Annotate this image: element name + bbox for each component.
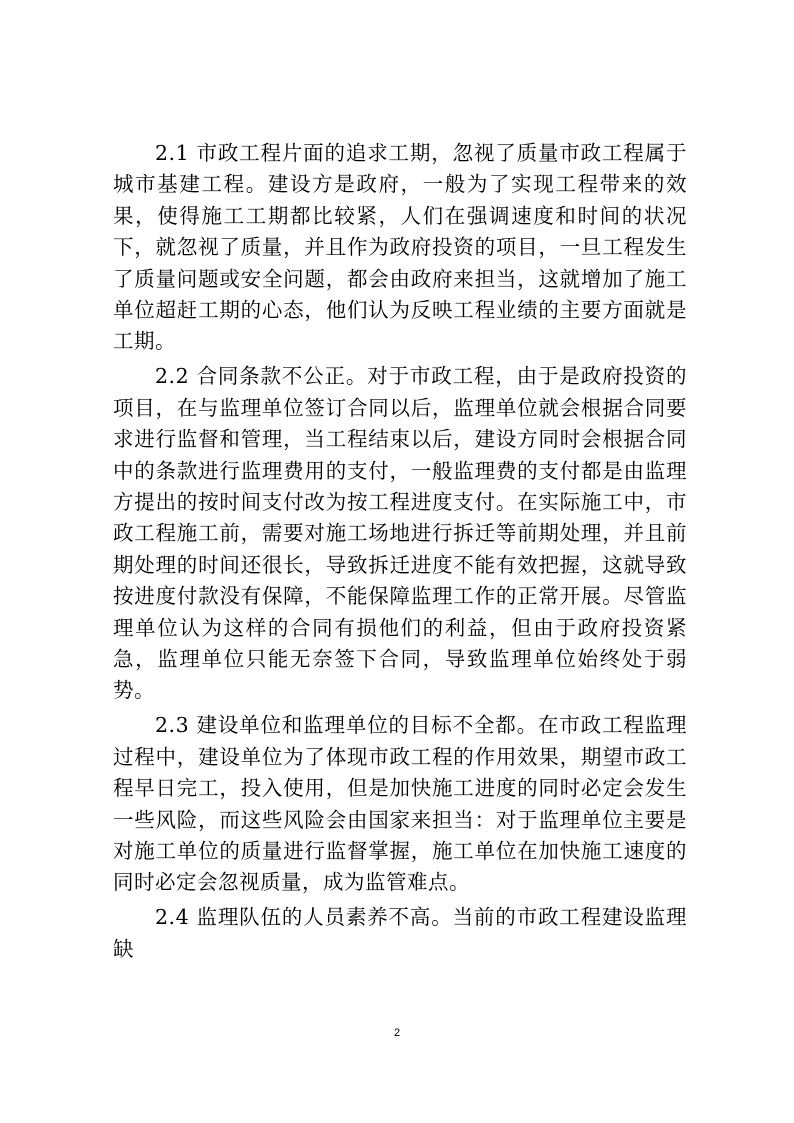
paragraph-2-1: 2.1 市政工程片面的追求工期，忽视了质量市政工程属于城市基建工程。建设方是政府，一般为了实现工程带来的效果，使得施工工期都比较紧，人们在强调速度和时间的状况下，就忽视了质量，并且作为政府投资的项目，一旦工程发生了质量问题或安全问题，都会由政府来担当，这就增加了施工单位超赶工期的心态，他们认为反映工程业绩的主要方面就是工期。 bbox=[113, 141, 687, 354]
page-number: 2 bbox=[393, 1027, 401, 1039]
paragraph-2-3: 2.3 建设单位和监理单位的目标不全都。在市政工程监理过程中，建设单位为了体现市政工程的作用效果，期望市政工程早日完工，投入使用，但是加快施工进度的同时必定会发生一些风险，而这些风险会由国家来担当：对于监理单位主要是对施工单位的质量进行监督掌握，施工单位在加快施工速度的同时必定会忽视质量，成为监管难点。 bbox=[113, 713, 687, 895]
paragraph-2-4: 2.4 监理队伍的人员素养不高。当前的市政工程建设监理缺 bbox=[113, 905, 687, 961]
body-text bbox=[113, 138, 687, 965]
paragraph-2-2: 2.2 合同条款不公正。对于市政工程，由于是政府投资的项目，在与监理单位签订合同以后，监理单位就会根据合同要求进行监督和管理，当工程结束以后，建设方同时会根据合同中的条款进行监理费用的支付，一般监理费的支付都是由监理方提出的按时间支付改为按工程进度支付。在实际施工中，市政工程施工前，需要对施工场地进行拆迁等前期处理，并且前期处理的时间还很长，导致拆迁进度不能有效把握，这就导致按进度付款没有保障，不能保障监理工作的正常开展。尽管监理单位认为这样的合同有损他们的利益，但由于政府投资紧急，监理单位只能无奈签下合同，导致监理单位始终处于弱势。 bbox=[113, 364, 687, 703]
